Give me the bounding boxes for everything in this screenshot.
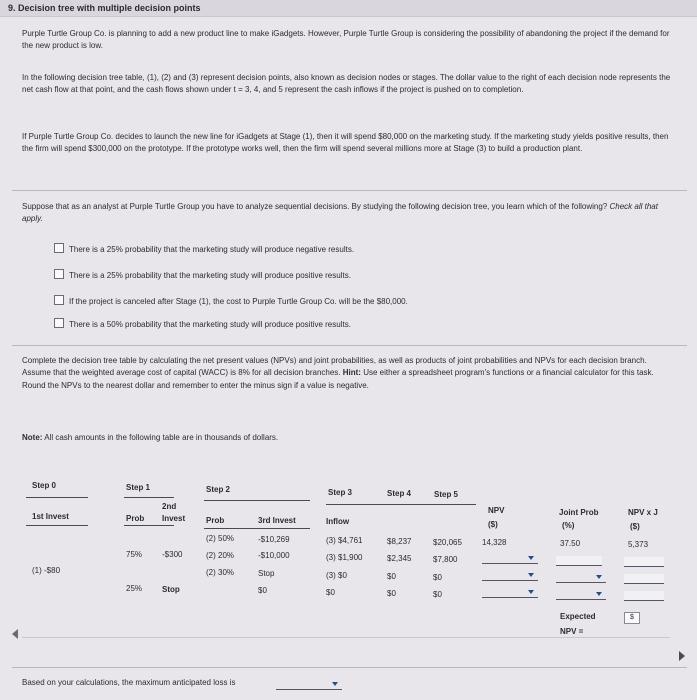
option-checkbox-1[interactable] [54, 243, 354, 255]
header-step2: Step 2 [206, 485, 231, 494]
question1-prompt-text: Suppose that as an analyst at Purple Turtle Group you have to analyze sequential decisions. By studying the following decision tree, you learn which of the following? [22, 202, 610, 211]
question3-prompt: Based on your calculations, the maximum anticipated loss is [22, 678, 236, 687]
expected-npv-label-top: Expected [560, 612, 596, 621]
step1-prob-b: 25% [126, 584, 143, 593]
header-3rd-invest: 3rd Invest [258, 516, 296, 525]
header-2nd-invest-top: 2nd [162, 502, 177, 511]
chevron-down-icon[interactable] [596, 575, 602, 579]
expected-npv-input[interactable]: $ [624, 612, 640, 624]
row4-npv-x-joint-input[interactable] [624, 591, 664, 601]
row4-npv-dropdown[interactable] [482, 588, 538, 598]
row1-prob: (2) 50% [206, 534, 235, 543]
row1-step4: $8,237 [387, 537, 412, 546]
header-step4: Step 4 [387, 489, 412, 498]
checkbox-icon[interactable] [54, 295, 64, 305]
row2-step4: $2,345 [387, 554, 412, 563]
header-rule [26, 497, 88, 498]
note-label: Note: [22, 433, 43, 442]
chevron-down-icon[interactable] [528, 573, 534, 577]
question1-prompt [22, 201, 672, 226]
question2-instructions [22, 355, 672, 392]
intro-paragraph-2: In the following decision tree table, (1), (2) and (3) represent decision points, also known as decision nodes or stages. The dollar value to the right of each decision node represents the net cash flow at that point, and the cash flows shown under t = 3, 4, and 5 represent the cash inflows if the project is pushed on to completion. [22, 73, 671, 95]
option-checkbox-3[interactable] [54, 295, 408, 307]
chevron-down-icon[interactable] [528, 556, 534, 560]
chevron-down-icon[interactable] [332, 682, 338, 686]
header-2nd-invest-bot: Invest [162, 514, 186, 523]
row3-step4: $0 [387, 572, 396, 581]
option-checkbox-2[interactable] [54, 269, 351, 281]
header-step5: Step 5 [434, 490, 459, 499]
header-npvx-top: NPV x J [628, 508, 658, 517]
note-text: All cash amounts in the following table are in thousands of dollars. [42, 433, 279, 442]
row4-step5: $0 [433, 590, 442, 599]
row2-third-invest: -$10,000 [258, 551, 290, 560]
option-label: There is a 50% probability that the marketing study will produce positive results. [69, 320, 351, 329]
header-rule [326, 504, 476, 505]
step1-stop: Stop [162, 585, 180, 594]
step0-node: (1) -$80 [32, 566, 61, 575]
section-divider [12, 345, 687, 346]
header-npv-bot: ($) [488, 520, 498, 529]
row3-prob: (2) 30% [206, 568, 235, 577]
checkbox-icon[interactable] [54, 318, 64, 328]
row4-joint-prob-dropdown[interactable] [556, 590, 606, 600]
header-prob1: Prob [126, 514, 145, 523]
row3-step3: (3) $0 [326, 571, 347, 580]
row3-npv-x-joint-input[interactable] [624, 574, 664, 584]
option-label: There is a 25% probability that the marketing study will produce negative results. [69, 245, 355, 254]
max-loss-dropdown[interactable] [276, 680, 342, 690]
note [22, 432, 672, 444]
header-step3: Step 3 [328, 488, 353, 497]
problem-header [0, 0, 697, 17]
question3 [22, 677, 672, 689]
option-checkbox-4[interactable] [54, 318, 351, 330]
row3-joint-prob-dropdown[interactable] [556, 573, 606, 583]
hint-label: Hint: [342, 368, 361, 378]
section-divider [12, 667, 687, 668]
row3-npv-dropdown[interactable] [482, 571, 538, 581]
chevron-down-icon[interactable] [596, 592, 602, 596]
option-label: If the project is canceled after Stage (1), the cost to Purple Turtle Group Co. will be the $80,000. [69, 297, 408, 306]
row2-step3: (3) $1,900 [326, 553, 363, 562]
header-rule [124, 525, 174, 526]
row1-npv: 14,328 [482, 538, 507, 547]
problem-title: 9. Decision tree with multiple decision points [8, 3, 201, 13]
header-1st-invest: 1st Invest [32, 512, 69, 521]
row2-npv-x-joint-input[interactable] [624, 557, 664, 567]
header-rule [124, 497, 174, 498]
step1-invest-a: -$300 [162, 550, 183, 559]
row2-step5: $7,800 [433, 555, 458, 564]
intro-paragraph-3: If Purple Turtle Group Co. decides to launch the new line for iGadgets at Stage (1), then it will spend $80,000 on the marketing study. If the marketing study yields positive results, then the firm will spend $300,000 on the prototype. If the prototype works well, then the firm will spend several millions more at Stage (3) to build a production plant. [22, 132, 669, 154]
chevron-down-icon[interactable] [528, 590, 534, 594]
row3-third-invest: Stop [258, 569, 275, 578]
header-joint-bot: (%) [562, 521, 575, 530]
row3-step5: $0 [433, 573, 442, 582]
header-rule [26, 525, 88, 526]
option-label: There is a 25% probability that the marketing study will produce positive results. [69, 271, 351, 280]
row4-step4: $0 [387, 589, 396, 598]
row2-npv-dropdown[interactable] [482, 554, 538, 564]
row1-joint-prob: 37.50 [560, 539, 581, 548]
header-joint-top: Joint Prob [559, 508, 599, 517]
scroll-left-arrow-icon[interactable] [12, 629, 18, 639]
row1-third-invest: -$10,269 [258, 535, 290, 544]
scroll-right-arrow-icon[interactable] [679, 651, 685, 661]
header-prob2: Prob [206, 516, 225, 525]
section-divider [12, 190, 687, 191]
header-inflow: Inflow [326, 517, 350, 526]
row4-third-invest: $0 [258, 586, 267, 595]
row2-joint-prob-input[interactable] [556, 556, 602, 566]
header-rule [204, 500, 310, 501]
row2-prob: (2) 20% [206, 551, 235, 560]
expected-npv-label-bot: NPV = [560, 627, 584, 636]
header-rule [204, 528, 310, 529]
header-npv-top: NPV [488, 506, 505, 515]
question1-instruction: Check all that apply. [22, 202, 658, 224]
row1-step5: $20,065 [433, 538, 462, 547]
header-step0: Step 0 [32, 481, 57, 490]
row1-npv-x-joint: 5,373 [628, 540, 649, 549]
instructions-text: Complete the decision tree table by calculating the net present values (NPVs) and joint probabilities, as well as products of joint probabilities and NPVs for each decision branch. Assume that the weighted average cost of capital (WACC) is 8% for all decision branches. [22, 356, 647, 378]
checkbox-icon[interactable] [54, 243, 64, 253]
intro-paragraph-1: Purple Turtle Group Co. is planning to add a new product line to make iGadgets. However, Purple Turtle Group is considering the possibility of abandoning the project if the demand for the new product is low. [22, 29, 670, 51]
step1-prob-a: 75% [126, 550, 143, 559]
hint-text: Use either a spreadsheet program's functions or a financial calculator for this task. Round the NPVs to the nearest dollar and remember to enter the minus sign if a value is negative. [22, 368, 654, 390]
checkbox-icon[interactable] [54, 269, 64, 279]
header-npvx-bot: ($) [630, 522, 640, 531]
header-step1: Step 1 [126, 483, 151, 492]
row1-step3: (3) $4,761 [326, 536, 363, 545]
row4-step3: $0 [326, 588, 335, 597]
table-horizontal-scrollbar[interactable] [22, 637, 670, 638]
